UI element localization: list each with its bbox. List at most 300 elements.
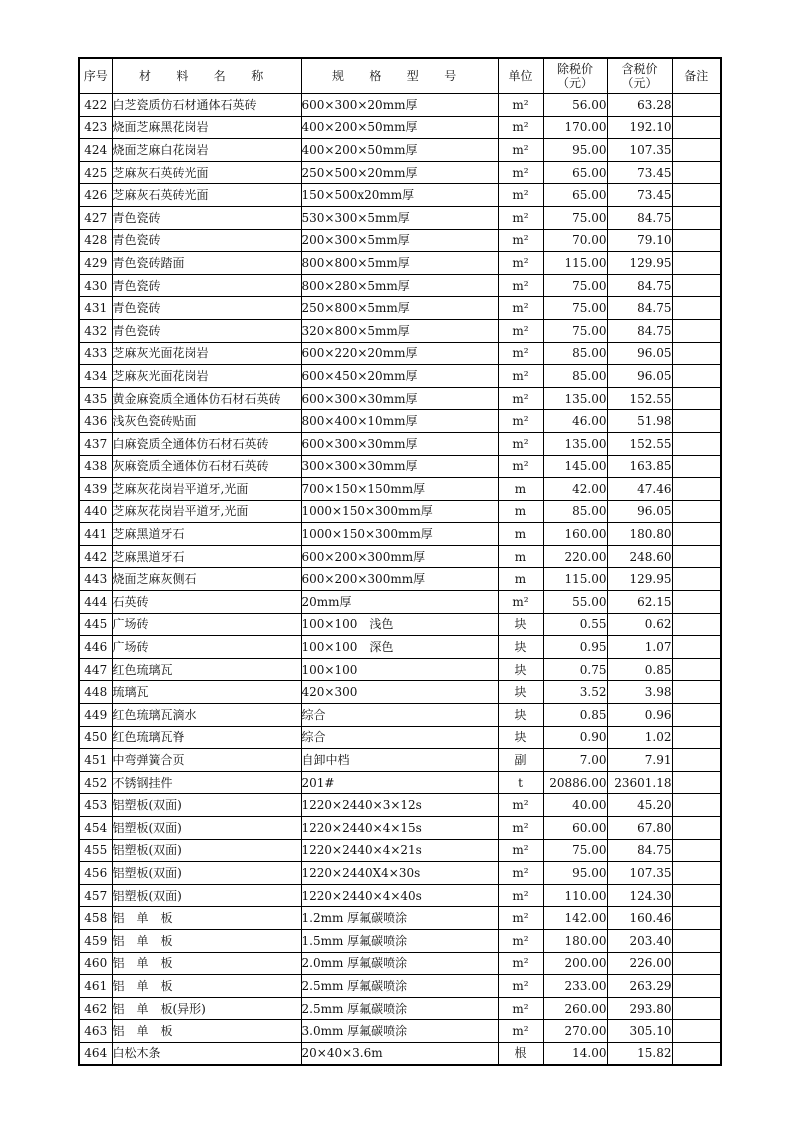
cell-spec-model: 600×200×300mm厚 [301, 545, 498, 568]
cell-price-incl-tax: 263.29 [607, 975, 672, 998]
cell-price-excl-tax: 7.00 [543, 749, 607, 772]
cell-unit: m² [498, 997, 543, 1020]
cell-material-name: 铝 单 板 [112, 929, 301, 952]
cell-remarks [672, 771, 721, 794]
cell-price-excl-tax: 142.00 [543, 907, 607, 930]
cell-material-name: 铝塑板(双面) [112, 817, 301, 840]
cell-price-incl-tax: 124.30 [607, 884, 672, 907]
cell-unit: 块 [498, 726, 543, 749]
cell-price-excl-tax: 95.00 [543, 139, 607, 162]
table-row [79, 319, 721, 342]
cell-material-name: 琉璃瓦 [112, 681, 301, 704]
cell-serial-no: 464 [79, 1042, 112, 1065]
cell-serial-no: 462 [79, 997, 112, 1020]
cell-price-excl-tax: 70.00 [543, 229, 607, 252]
cell-serial-no: 451 [79, 749, 112, 772]
cell-spec-model: 530×300×5mm厚 [301, 206, 498, 229]
cell-unit: m² [498, 297, 543, 320]
cell-price-excl-tax: 0.85 [543, 704, 607, 727]
cell-spec-model: 1000×150×300mm厚 [301, 500, 498, 523]
cell-serial-no: 426 [79, 184, 112, 207]
cell-serial-no: 453 [79, 794, 112, 817]
table-row [79, 591, 721, 614]
cell-price-excl-tax: 75.00 [543, 206, 607, 229]
cell-material-name: 青色瓷砖 [112, 229, 301, 252]
cell-serial-no: 424 [79, 139, 112, 162]
cell-price-incl-tax: 3.98 [607, 681, 672, 704]
cell-serial-no: 454 [79, 817, 112, 840]
cell-price-incl-tax: 293.80 [607, 997, 672, 1020]
cell-price-incl-tax: 84.75 [607, 206, 672, 229]
cell-serial-no: 440 [79, 500, 112, 523]
cell-price-incl-tax: 15.82 [607, 1042, 672, 1065]
table-row [79, 568, 721, 591]
cell-unit: m² [498, 975, 543, 998]
cell-remarks [672, 929, 721, 952]
cell-material-name: 铝 单 板 [112, 1020, 301, 1043]
cell-material-name: 中弯弹簧合页 [112, 749, 301, 772]
cell-remarks [672, 952, 721, 975]
cell-price-excl-tax: 160.00 [543, 523, 607, 546]
cell-price-excl-tax: 0.95 [543, 636, 607, 659]
table-row [79, 365, 721, 388]
cell-price-incl-tax: 45.20 [607, 794, 672, 817]
cell-price-incl-tax: 84.75 [607, 839, 672, 862]
cell-spec-model: 420×300 [301, 681, 498, 704]
cell-price-incl-tax: 248.60 [607, 545, 672, 568]
cell-serial-no: 431 [79, 297, 112, 320]
cell-price-excl-tax: 75.00 [543, 274, 607, 297]
table-row [79, 297, 721, 320]
cell-material-name: 芝麻灰石英砖光面 [112, 161, 301, 184]
cell-spec-model: 1220×2440×3×12s [301, 794, 498, 817]
cell-unit: m² [498, 184, 543, 207]
cell-serial-no: 460 [79, 952, 112, 975]
cell-material-name: 不锈钢挂件 [112, 771, 301, 794]
cell-price-incl-tax: 107.35 [607, 862, 672, 885]
cell-serial-no: 456 [79, 862, 112, 885]
cell-price-incl-tax: 79.10 [607, 229, 672, 252]
cell-unit: m [498, 500, 543, 523]
cell-remarks [672, 749, 721, 772]
cell-price-incl-tax: 84.75 [607, 297, 672, 320]
table-row [79, 342, 721, 365]
cell-serial-no: 425 [79, 161, 112, 184]
cell-unit: m² [498, 455, 543, 478]
cell-spec-model: 100×100 浅色 [301, 613, 498, 636]
cell-price-incl-tax: 84.75 [607, 274, 672, 297]
cell-serial-no: 433 [79, 342, 112, 365]
cell-unit: m² [498, 952, 543, 975]
cell-material-name: 烧面芝麻白花岗岩 [112, 139, 301, 162]
cell-material-name: 铝塑板(双面) [112, 862, 301, 885]
table-row [79, 184, 721, 207]
header-unit: 单位 [498, 58, 543, 94]
cell-unit: m² [498, 206, 543, 229]
cell-remarks [672, 817, 721, 840]
cell-unit: m² [498, 432, 543, 455]
table-row [79, 929, 721, 952]
cell-unit: m [498, 568, 543, 591]
cell-spec-model: 2.5mm 厚氟碳喷涂 [301, 997, 498, 1020]
cell-serial-no: 450 [79, 726, 112, 749]
cell-serial-no: 459 [79, 929, 112, 952]
cell-unit: m² [498, 387, 543, 410]
cell-serial-no: 443 [79, 568, 112, 591]
header-row [79, 58, 721, 94]
cell-price-incl-tax: 0.85 [607, 658, 672, 681]
cell-serial-no: 439 [79, 478, 112, 501]
table-row [79, 839, 721, 862]
cell-price-incl-tax: 84.75 [607, 319, 672, 342]
table-row [79, 975, 721, 998]
cell-serial-no: 438 [79, 455, 112, 478]
cell-serial-no: 442 [79, 545, 112, 568]
cell-remarks [672, 455, 721, 478]
cell-price-excl-tax: 233.00 [543, 975, 607, 998]
cell-spec-model: 800×280×5mm厚 [301, 274, 498, 297]
cell-spec-model: 250×800×5mm厚 [301, 297, 498, 320]
cell-serial-no: 423 [79, 116, 112, 139]
cell-spec-model: 250×500×20mm厚 [301, 161, 498, 184]
cell-material-name: 青色瓷砖 [112, 206, 301, 229]
table-row [79, 658, 721, 681]
table-row [79, 726, 721, 749]
cell-remarks [672, 252, 721, 275]
cell-price-incl-tax: 1.07 [607, 636, 672, 659]
cell-price-excl-tax: 75.00 [543, 297, 607, 320]
cell-unit: m² [498, 139, 543, 162]
cell-price-incl-tax: 129.95 [607, 252, 672, 275]
cell-unit: 副 [498, 749, 543, 772]
cell-spec-model: 800×800×5mm厚 [301, 252, 498, 275]
cell-material-name: 青色瓷砖 [112, 274, 301, 297]
cell-serial-no: 435 [79, 387, 112, 410]
cell-material-name: 红色琉璃瓦滴水 [112, 704, 301, 727]
cell-material-name: 广场砖 [112, 613, 301, 636]
cell-price-excl-tax: 200.00 [543, 952, 607, 975]
cell-spec-model: 2.5mm 厚氟碳喷涂 [301, 975, 498, 998]
cell-spec-model: 1220×2440×4×15s [301, 817, 498, 840]
cell-serial-no: 429 [79, 252, 112, 275]
cell-serial-no: 448 [79, 681, 112, 704]
cell-unit: m² [498, 342, 543, 365]
header-remarks: 备注 [672, 58, 721, 94]
table-row [79, 206, 721, 229]
cell-remarks [672, 500, 721, 523]
cell-unit: m² [498, 907, 543, 930]
cell-remarks [672, 410, 721, 433]
cell-price-excl-tax: 14.00 [543, 1042, 607, 1065]
cell-material-name: 青色瓷砖踏面 [112, 252, 301, 275]
cell-unit: 块 [498, 704, 543, 727]
table-row [79, 500, 721, 523]
cell-unit: m [498, 478, 543, 501]
cell-price-incl-tax: 1.02 [607, 726, 672, 749]
cell-material-name: 红色琉璃瓦脊 [112, 726, 301, 749]
table-row [79, 952, 721, 975]
cell-remarks [672, 613, 721, 636]
cell-unit: m² [498, 817, 543, 840]
cell-material-name: 铝 单 板(异形) [112, 997, 301, 1020]
cell-serial-no: 449 [79, 704, 112, 727]
cell-remarks [672, 636, 721, 659]
table-row [79, 139, 721, 162]
cell-spec-model: 100×100 [301, 658, 498, 681]
cell-spec-model: 600×450×20mm厚 [301, 365, 498, 388]
table-row [79, 116, 721, 139]
cell-price-incl-tax: 107.35 [607, 139, 672, 162]
cell-spec-model: 400×200×50mm厚 [301, 116, 498, 139]
cell-unit: m² [498, 229, 543, 252]
cell-material-name: 芝麻黑道牙石 [112, 545, 301, 568]
table-row [79, 387, 721, 410]
cell-material-name: 白松木条 [112, 1042, 301, 1065]
cell-price-excl-tax: 65.00 [543, 161, 607, 184]
cell-spec-model: 201# [301, 771, 498, 794]
table-row [79, 704, 721, 727]
cell-serial-no: 434 [79, 365, 112, 388]
cell-price-excl-tax: 42.00 [543, 478, 607, 501]
cell-price-incl-tax: 203.40 [607, 929, 672, 952]
table-body [79, 94, 721, 1066]
cell-price-excl-tax: 75.00 [543, 319, 607, 342]
material-price-table [78, 57, 722, 1066]
cell-price-incl-tax: 96.05 [607, 365, 672, 388]
cell-spec-model: 150×500x20mm厚 [301, 184, 498, 207]
cell-spec-model: 综合 [301, 704, 498, 727]
cell-remarks [672, 568, 721, 591]
table-row [79, 274, 721, 297]
table-row [79, 545, 721, 568]
cell-price-incl-tax: 192.10 [607, 116, 672, 139]
cell-material-name: 白麻瓷质全通体仿石材石英砖 [112, 432, 301, 455]
table-row [79, 997, 721, 1020]
cell-unit: m² [498, 319, 543, 342]
cell-price-incl-tax: 73.45 [607, 161, 672, 184]
cell-material-name: 烧面芝麻黑花岗岩 [112, 116, 301, 139]
cell-spec-model: 100×100 深色 [301, 636, 498, 659]
cell-spec-model: 200×300×5mm厚 [301, 229, 498, 252]
cell-spec-model: 400×200×50mm厚 [301, 139, 498, 162]
cell-remarks [672, 229, 721, 252]
cell-spec-model: 600×300×30mm厚 [301, 387, 498, 410]
cell-material-name: 铝塑板(双面) [112, 839, 301, 862]
cell-price-excl-tax: 220.00 [543, 545, 607, 568]
cell-price-incl-tax: 152.55 [607, 387, 672, 410]
table-row [79, 455, 721, 478]
cell-unit: t [498, 771, 543, 794]
cell-spec-model: 1220×2440×4×21s [301, 839, 498, 862]
cell-serial-no: 445 [79, 613, 112, 636]
cell-price-incl-tax: 160.46 [607, 907, 672, 930]
cell-spec-model: 800×400×10mm厚 [301, 410, 498, 433]
cell-price-incl-tax: 129.95 [607, 568, 672, 591]
cell-price-incl-tax: 23601.18 [607, 771, 672, 794]
cell-material-name: 青色瓷砖 [112, 297, 301, 320]
table-row [79, 432, 721, 455]
cell-serial-no: 427 [79, 206, 112, 229]
table-row [79, 636, 721, 659]
cell-remarks [672, 478, 721, 501]
cell-price-excl-tax: 180.00 [543, 929, 607, 952]
cell-remarks [672, 975, 721, 998]
cell-price-excl-tax: 55.00 [543, 591, 607, 614]
cell-unit: m² [498, 365, 543, 388]
cell-remarks [672, 161, 721, 184]
cell-price-excl-tax: 46.00 [543, 410, 607, 433]
cell-remarks [672, 907, 721, 930]
cell-remarks [672, 591, 721, 614]
cell-material-name: 铝 单 板 [112, 952, 301, 975]
cell-price-incl-tax: 0.96 [607, 704, 672, 727]
cell-remarks [672, 726, 721, 749]
cell-spec-model: 300×300×30mm厚 [301, 455, 498, 478]
cell-spec-model: 2.0mm 厚氟碳喷涂 [301, 952, 498, 975]
cell-price-excl-tax: 260.00 [543, 997, 607, 1020]
cell-serial-no: 461 [79, 975, 112, 998]
cell-price-incl-tax: 73.45 [607, 184, 672, 207]
cell-unit: m² [498, 929, 543, 952]
cell-price-incl-tax: 180.80 [607, 523, 672, 546]
table-row [79, 229, 721, 252]
cell-unit: 块 [498, 681, 543, 704]
cell-price-excl-tax: 3.52 [543, 681, 607, 704]
cell-price-excl-tax: 0.75 [543, 658, 607, 681]
cell-unit: m² [498, 252, 543, 275]
cell-spec-model: 20mm厚 [301, 591, 498, 614]
cell-spec-model: 600×300×30mm厚 [301, 432, 498, 455]
cell-spec-model: 1220×2440X4×30s [301, 862, 498, 885]
cell-remarks [672, 206, 721, 229]
cell-price-incl-tax: 63.28 [607, 94, 672, 117]
cell-price-incl-tax: 51.98 [607, 410, 672, 433]
cell-remarks [672, 1020, 721, 1043]
cell-price-incl-tax: 62.15 [607, 591, 672, 614]
cell-remarks [672, 794, 721, 817]
cell-serial-no: 422 [79, 94, 112, 117]
cell-remarks [672, 658, 721, 681]
cell-price-excl-tax: 75.00 [543, 839, 607, 862]
cell-price-incl-tax: 96.05 [607, 500, 672, 523]
cell-material-name: 白芝瓷质仿石材通体石英砖 [112, 94, 301, 117]
cell-remarks [672, 116, 721, 139]
cell-spec-model: 1220×2440×4×40s [301, 884, 498, 907]
cell-material-name: 浅灰色瓷砖贴面 [112, 410, 301, 433]
cell-unit: m² [498, 862, 543, 885]
cell-remarks [672, 432, 721, 455]
cell-remarks [672, 139, 721, 162]
cell-material-name: 芝麻灰光面花岗岩 [112, 342, 301, 365]
cell-remarks [672, 884, 721, 907]
cell-serial-no: 446 [79, 636, 112, 659]
cell-spec-model: 1000×150×300mm厚 [301, 523, 498, 546]
cell-remarks [672, 839, 721, 862]
table-row [79, 1042, 721, 1065]
cell-remarks [672, 274, 721, 297]
cell-spec-model: 1.2mm 厚氟碳喷涂 [301, 907, 498, 930]
header-serial-no: 序号 [79, 58, 112, 94]
cell-price-incl-tax: 163.85 [607, 455, 672, 478]
table-row [79, 523, 721, 546]
cell-remarks [672, 997, 721, 1020]
cell-unit: m² [498, 839, 543, 862]
cell-unit: 块 [498, 658, 543, 681]
cell-remarks [672, 365, 721, 388]
cell-price-excl-tax: 40.00 [543, 794, 607, 817]
cell-unit: m² [498, 94, 543, 117]
cell-spec-model: 20×40×3.6m [301, 1042, 498, 1065]
header-price-excl-tax: 除税价 （元） [543, 58, 607, 94]
cell-unit: m² [498, 116, 543, 139]
cell-serial-no: 457 [79, 884, 112, 907]
cell-unit: m² [498, 591, 543, 614]
cell-price-excl-tax: 95.00 [543, 862, 607, 885]
cell-price-excl-tax: 85.00 [543, 365, 607, 388]
cell-spec-model: 综合 [301, 726, 498, 749]
cell-material-name: 芝麻灰花岗岩平道牙,光面 [112, 478, 301, 501]
cell-price-excl-tax: 65.00 [543, 184, 607, 207]
table-row [79, 794, 721, 817]
cell-unit: m² [498, 1020, 543, 1043]
cell-price-excl-tax: 20886.00 [543, 771, 607, 794]
table-row [79, 862, 721, 885]
table-row [79, 1020, 721, 1043]
cell-spec-model: 1.5mm 厚氟碳喷涂 [301, 929, 498, 952]
cell-spec-model: 600×200×300mm厚 [301, 568, 498, 591]
cell-remarks [672, 297, 721, 320]
cell-remarks [672, 94, 721, 117]
cell-unit: 块 [498, 636, 543, 659]
cell-remarks [672, 681, 721, 704]
table-row [79, 907, 721, 930]
header-material-name: 材 料 名 称 [112, 58, 301, 94]
cell-remarks [672, 342, 721, 365]
cell-material-name: 石英砖 [112, 591, 301, 614]
cell-material-name: 红色琉璃瓦 [112, 658, 301, 681]
cell-price-incl-tax: 226.00 [607, 952, 672, 975]
cell-spec-model: 320×800×5mm厚 [301, 319, 498, 342]
cell-unit: 根 [498, 1042, 543, 1065]
cell-price-incl-tax: 0.62 [607, 613, 672, 636]
cell-price-incl-tax: 152.55 [607, 432, 672, 455]
table-header [79, 58, 721, 94]
cell-serial-no: 458 [79, 907, 112, 930]
cell-serial-no: 463 [79, 1020, 112, 1043]
cell-unit: m² [498, 274, 543, 297]
cell-material-name: 芝麻灰光面花岗岩 [112, 365, 301, 388]
cell-material-name: 铝塑板(双面) [112, 884, 301, 907]
table-row [79, 681, 721, 704]
cell-unit: m² [498, 884, 543, 907]
table-row [79, 161, 721, 184]
cell-price-excl-tax: 145.00 [543, 455, 607, 478]
cell-material-name: 铝 单 板 [112, 907, 301, 930]
table-row [79, 613, 721, 636]
cell-spec-model: 3.0mm 厚氟碳喷涂 [301, 1020, 498, 1043]
cell-material-name: 黄金麻瓷质全通体仿石材石英砖 [112, 387, 301, 410]
cell-price-excl-tax: 115.00 [543, 252, 607, 275]
cell-price-excl-tax: 60.00 [543, 817, 607, 840]
cell-unit: m² [498, 410, 543, 433]
cell-serial-no: 441 [79, 523, 112, 546]
table-row [79, 94, 721, 117]
cell-remarks [672, 862, 721, 885]
cell-material-name: 芝麻黑道牙石 [112, 523, 301, 546]
cell-price-excl-tax: 170.00 [543, 116, 607, 139]
cell-remarks [672, 387, 721, 410]
cell-remarks [672, 319, 721, 342]
